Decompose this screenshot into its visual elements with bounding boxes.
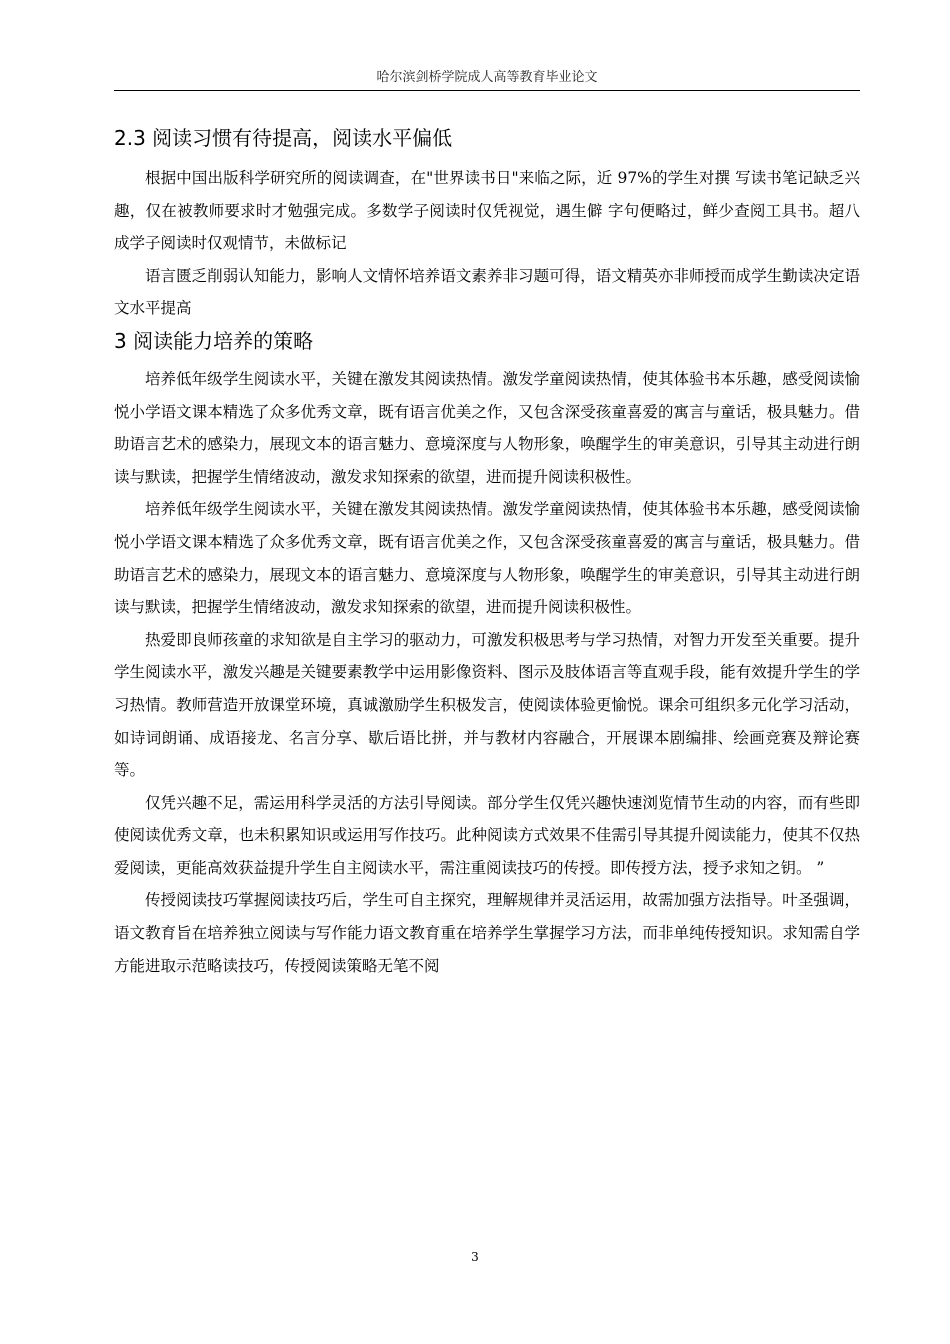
paragraph: 传授阅读技巧掌握阅读技巧后，学生可自主探究，理解规律并灵活运用，故需加强方法指导。叶圣强调，语文教育旨在培养独立阅读与写作能力语文教育重在培养学生掌握学习方法，而非单纯传授知识。求知需自学方能进取示范略读技巧，传授阅读策略无笔不阅 bbox=[114, 891, 860, 975]
paragraph: 根据中国出版科学研究所的阅读调查，在"世界读书日"来临之际，近 97%的学生对撰 写读书笔记缺乏兴趣，仅在被教师要求时才勉强完成。多数学子阅读时仅凭视觉，遇生僻 字句便略过，鲜少查阅工具书。超八成学子阅读时仅观情节，未做标记 bbox=[114, 169, 860, 253]
paragraph: 热爱即良师孩童的求知欲是自主学习的驱动力，可激发积极思考与学习热情，对智力开发至关重要。提升学生阅读水平，激发兴趣是关键要素教学中运用影像资料、图示及肢体语言等直观手段，能有效提升学生的学习热情。教师营造开放课堂环境，真诚激励学生积极发言，使阅读体验更愉悦。课余可组织多元化学习活动，如诗词朗诵、成语接龙、名言分享、歇后语比拼，并与教材内容融合，开展课本剧编排、绘画竞赛及辩论赛等。 bbox=[114, 630, 860, 780]
paragraph: 培养低年级学生阅读水平，关键在激发其阅读热情。激发学童阅读热情，使其体验书本乐趣，感受阅读愉悦小学语文课本精选了众多优秀文章，既有语言优美之作，又包含深受孩童喜爱的寓言与童话，极具魅力。借助语言艺术的感染力，展现文本的语言魅力、意境深度与人物形象，唤醒学生的审美意识，引导其主动进行朗读与默读，把握学生情绪波动，激发求知探索的欲望，进而提升阅读积极性。 bbox=[114, 500, 860, 617]
section-heading-2-3: 2.3 阅读习惯有待提高，阅读水平偏低 bbox=[114, 126, 453, 150]
paragraph: 仅凭兴趣不足，需运用科学灵活的方法引导阅读。部分学生仅凭兴趣快速浏览情节生动的内容，而有些即使阅读优秀文章，也未积累知识或运用写作技巧。此种阅读方式效果不佳需引导其提升阅读能力，使其不仅热爱阅读，更能高效获益提升学生自主阅读水平，需注重阅读技巧的传授。即传授方法，授予求知之钥。 ” bbox=[114, 793, 860, 877]
document-body bbox=[114, 122, 860, 982]
section-heading-3: 3 阅读能力培养的策略 bbox=[114, 328, 314, 353]
page-header: 哈尔滨剑桥学院成人高等教育毕业论文 bbox=[114, 66, 860, 91]
paragraph: 语言匮乏削弱认知能力，影响人文情怀培养语文素养非习题可得，语文精英亦非师授而成学生勤读决定语文水平提高 bbox=[114, 266, 860, 318]
paragraph: 培养低年级学生阅读水平，关键在激发其阅读热情。激发学童阅读热情，使其体验书本乐趣，感受阅读愉悦小学语文课本精选了众多优秀文章，既有语言优美之作，又包含深受孩童喜爱的寓言与童话，极具魅力。借助语言艺术的感染力，展现文本的语言魅力、意境深度与人物形象，唤醒学生的审美意识，引导其主动进行朗读与默读，把握学生情绪波动，激发求知探索的欲望，进而提升阅读积极性。 bbox=[114, 369, 860, 486]
page-number: 3 bbox=[471, 1250, 479, 1264]
